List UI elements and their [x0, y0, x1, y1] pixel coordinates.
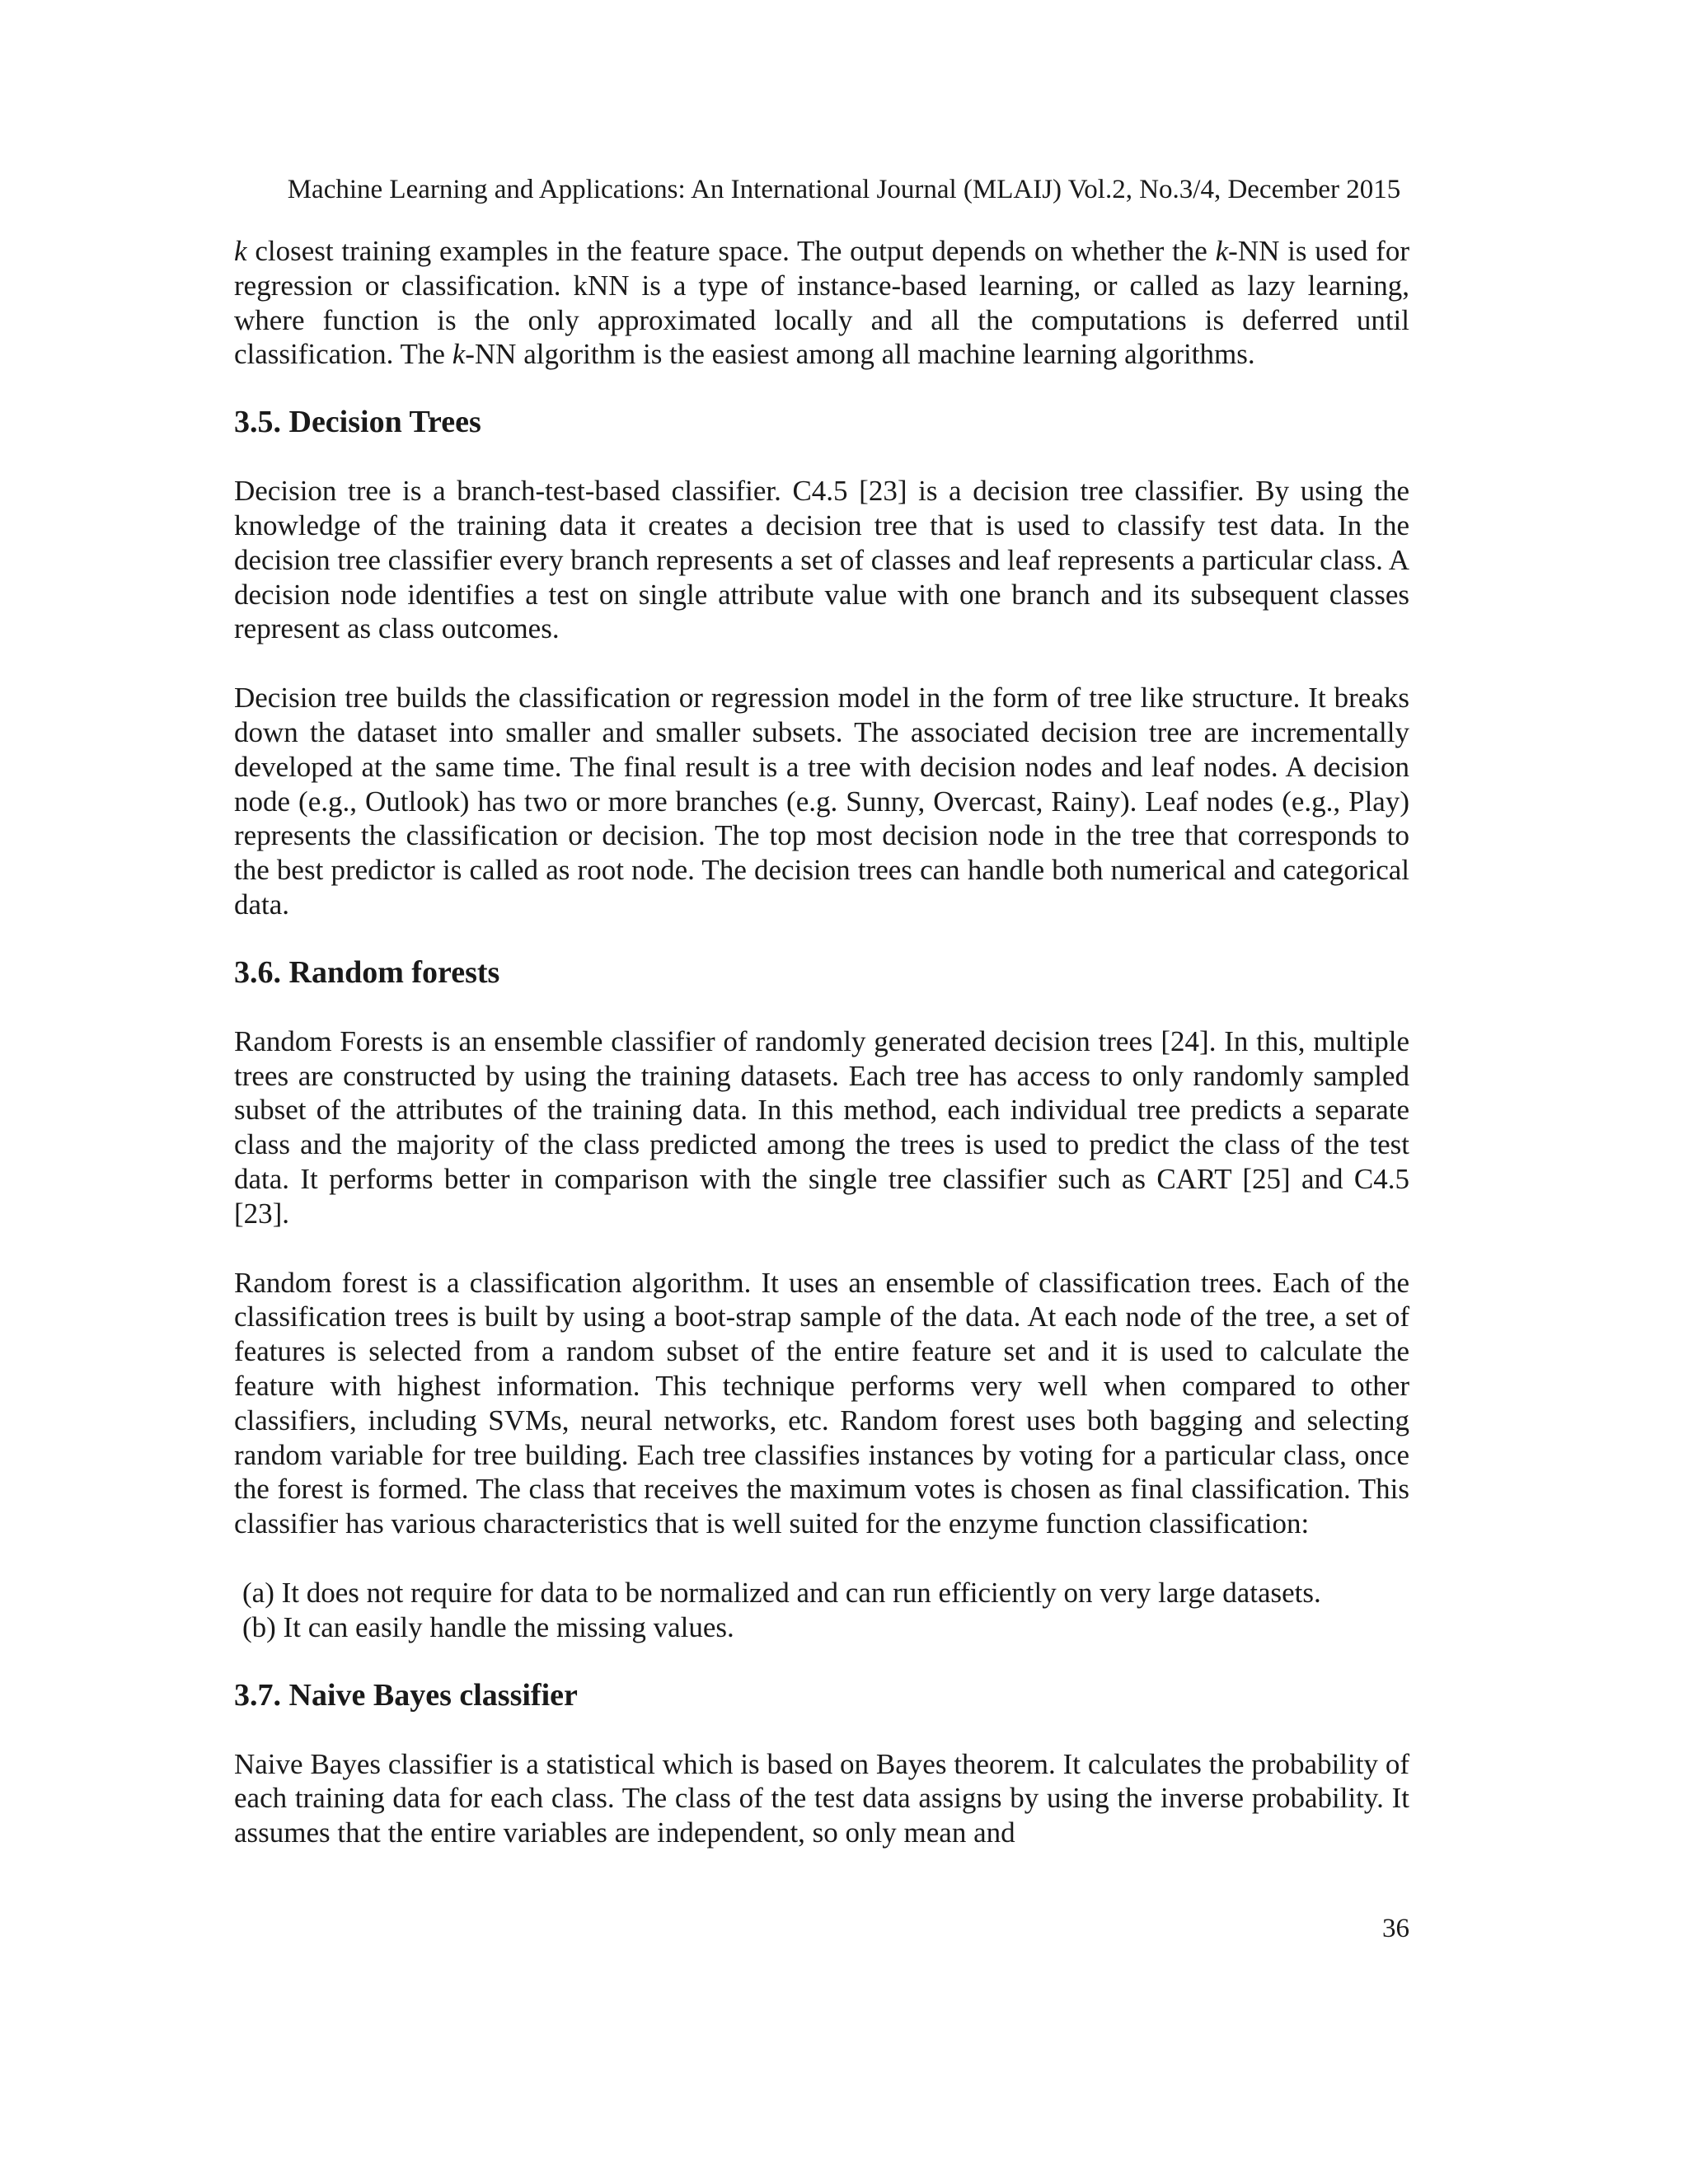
paragraph-text: -NN is used for regression or classification. kNN is a type of instance-based learning, or called as lazy learning, where function is the only approximated locally and all the computations is deferred until classification. The	[234, 235, 1409, 371]
random-forests-paragraph-1: Random Forests is an ensemble classifier of randomly generated decision trees [24]. In this, multiple trees are constructed by using the training datasets. Each tree has access to only randomly sampled subset of the attributes of the training data. In this method, each individual tree predicts a separate class and the majority of the class predicted among the trees is used to predict the class of the test data. It performs better in comparison with the single tree classifier such as CART [25] and C4.5 [23].	[234, 1024, 1409, 1230]
section-heading-naive-bayes: 3.7. Naive Bayes classifier	[234, 1677, 578, 1713]
list-item: (b) It can easily handle the missing values.	[242, 1610, 734, 1643]
decision-trees-paragraph-1: Decision tree is a branch-test-based classifier. C4.5 [23] is a decision tree classifier. By using the knowledge of the training data it creates a decision tree that is used to classify test data. In the decision tree classifier every branch represents a set of classes and leaf represents a particular class. A decision node identifies a test on single attribute value with one branch and its subsequent classes represent as class outcomes.	[234, 475, 1409, 645]
intro-paragraph	[234, 234, 1409, 372]
paragraph-text: closest training examples in the feature space. The output depends on whether the	[246, 235, 1216, 267]
section-heading-decision-trees: 3.5. Decision Trees	[234, 405, 481, 440]
list-item: (a) It does not require for data to be normalized and can run efficiently on very large datasets.	[242, 1576, 1321, 1609]
article-body	[234, 234, 1409, 1850]
paragraph-text: -NN algorithm is the easiest among all machine learning algorithms.	[465, 338, 1255, 371]
section-heading-random-forests: 3.6. Random forests	[234, 954, 500, 990]
running-header: Machine Learning and Applications: An International Journal (MLAIJ) Vol.2, No.3/4, December 2015	[287, 175, 1401, 204]
italic-k: k	[1215, 235, 1229, 267]
characteristics-list	[234, 1576, 1409, 1645]
decision-trees-paragraph-2: Decision tree builds the classification or regression model in the form of tree like structure. It breaks down the dataset into smaller and smaller subsets. The associated decision tree are incrementally developed at the same time. The final result is a tree with decision nodes and leaf nodes. A decision node (e.g., Outlook) has two or more branches (e.g. Sunny, Overcast, Rainy). Leaf nodes (e.g., Play) represents the classification or decision. The top most decision node in the tree that corresponds to the best predictor is called as root node. The decision trees can handle both numerical and categorical data.	[234, 682, 1409, 921]
italic-k: k	[452, 338, 466, 371]
page-number: 36	[1382, 1914, 1409, 1943]
random-forests-paragraph-2: Random forest is a classification algorithm. It uses an ensemble of classification trees. Each of the classification trees is built by using a boot-strap sample of the data. At each node of the tree, a set of features is selected from a random subset of the entire feature set and it is used to calculate the feature with highest information. This technique performs very well when compared to other classifiers, including SVMs, neural networks, etc. Random forest uses both bagging and selecting random variable for tree building. Each tree classifies instances by voting for a particular class, once the forest is formed. The class that receives the maximum votes is chosen as final classification. This classifier has various characteristics that is well suited for the enzyme function classification:	[234, 1266, 1409, 1540]
naive-bayes-paragraph-1: Naive Bayes classifier is a statistical which is based on Bayes theorem. It calculates the probability of each training data for each class. The class of the test data assigns by using the inverse probability. It assumes that the entire variables are independent, so only mean and	[234, 1747, 1409, 1849]
italic-k: k	[234, 235, 247, 267]
